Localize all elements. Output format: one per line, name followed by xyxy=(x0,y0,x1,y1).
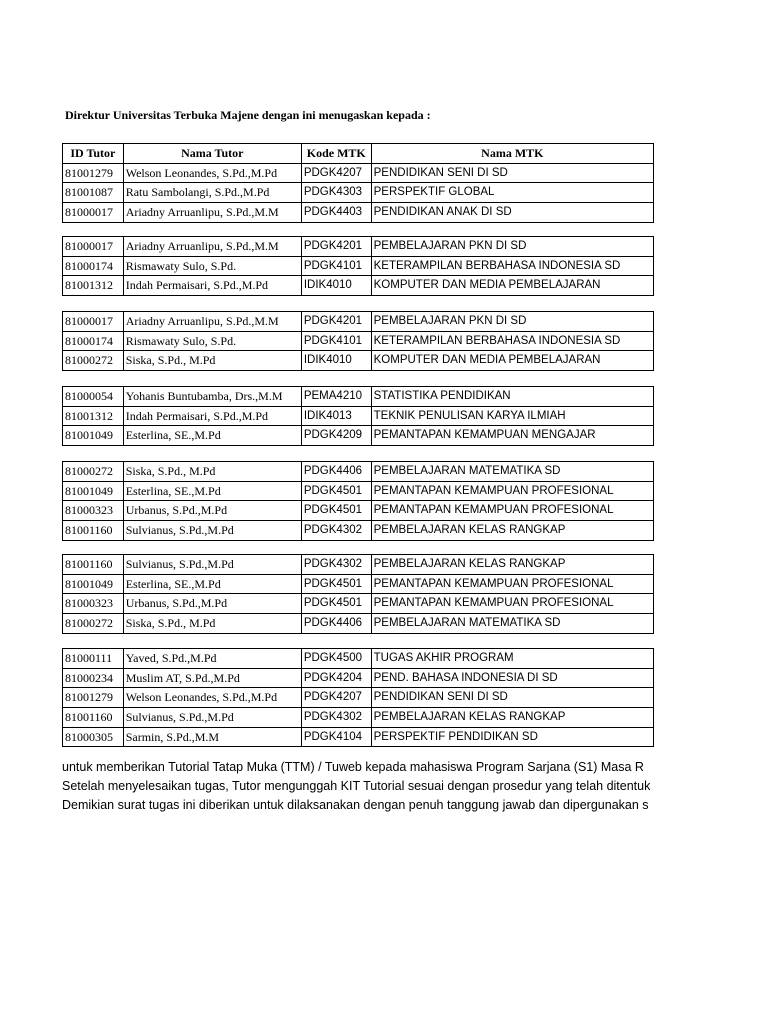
table-row xyxy=(63,183,654,203)
cell-kode-mtk: PDGK4406 xyxy=(301,462,371,482)
cell-id-tutor: 81000272 xyxy=(63,462,124,482)
cell-nama-tutor: Esterlina, SE.,M.Pd xyxy=(123,426,301,446)
cell-nama-mtk: PEMANTAPAN KEMAMPUAN PROFESIONAL xyxy=(371,594,653,614)
cell-nama-tutor: Ariadny Arruanlipu, S.Pd.,M.M xyxy=(123,312,301,332)
table-row xyxy=(63,649,654,669)
table-row xyxy=(63,688,654,708)
table-row xyxy=(63,555,654,575)
column-header-kode-mtk: Kode MTK xyxy=(301,144,371,164)
cell-kode-mtk: PDGK4204 xyxy=(301,668,371,688)
cell-nama-tutor: Sarmin, S.Pd.,M.M xyxy=(123,727,301,747)
cell-kode-mtk: PDGK4302 xyxy=(301,708,371,728)
cell-nama-mtk: KETERAMPILAN BERBAHASA INDONESIA SD xyxy=(371,331,653,351)
table-row xyxy=(63,481,654,501)
cell-nama-tutor: Rismawaty Sulo, S.Pd. xyxy=(123,256,301,276)
cell-kode-mtk: IDIK4010 xyxy=(301,351,371,371)
table-row xyxy=(63,406,654,426)
cell-nama-mtk: PEMANTAPAN KEMAMPUAN PROFESIONAL xyxy=(371,481,653,501)
cell-id-tutor: 81001279 xyxy=(63,163,124,183)
cell-nama-tutor: Urbanus, S.Pd.,M.Pd xyxy=(123,594,301,614)
cell-kode-mtk: PDGK4209 xyxy=(301,426,371,446)
cell-nama-mtk: PEMANTAPAN KEMAMPUAN PROFESIONAL xyxy=(371,574,653,594)
assignment-table-group xyxy=(62,311,654,371)
cell-nama-mtk: PEMANTAPAN KEMAMPUAN MENGAJAR xyxy=(371,426,653,446)
cell-id-tutor: 81001279 xyxy=(63,688,124,708)
table-row xyxy=(63,521,654,541)
cell-kode-mtk: PEMA4210 xyxy=(301,387,371,407)
table-row xyxy=(63,331,654,351)
cell-id-tutor: 81001087 xyxy=(63,183,124,203)
assignment-heading: Direktur Universitas Terbuka Majene dengan ini menugaskan kepada : xyxy=(65,108,431,122)
cell-nama-mtk: PENDIDIKAN SENI DI SD xyxy=(371,688,653,708)
table-row xyxy=(63,708,654,728)
cell-id-tutor: 81001160 xyxy=(63,708,124,728)
cell-id-tutor: 81001160 xyxy=(63,521,124,541)
cell-nama-tutor: Muslim AT, S.Pd.,M.Pd xyxy=(123,668,301,688)
cell-id-tutor: 81000272 xyxy=(63,351,124,371)
cell-kode-mtk: PDGK4302 xyxy=(301,521,371,541)
table-row xyxy=(63,462,654,482)
cell-kode-mtk: IDIK4010 xyxy=(301,276,371,296)
table-row xyxy=(63,727,654,747)
table-row xyxy=(63,256,654,276)
cell-kode-mtk: PDGK4500 xyxy=(301,649,371,669)
cell-kode-mtk: PDGK4303 xyxy=(301,183,371,203)
footer-line: untuk memberikan Tutorial Tatap Muka (TTM) / Tuweb kepada mahasiswa Program Sarjana (S1) Masa R xyxy=(62,760,644,774)
cell-id-tutor: 81000017 xyxy=(63,203,124,223)
cell-id-tutor: 81001312 xyxy=(63,406,124,426)
cell-id-tutor: 81001049 xyxy=(63,481,124,501)
cell-kode-mtk: PDGK4207 xyxy=(301,163,371,183)
column-header-id-tutor: ID Tutor xyxy=(63,144,124,164)
table-row xyxy=(63,426,654,446)
cell-kode-mtk: PDGK4101 xyxy=(301,256,371,276)
cell-nama-mtk: PEMBELAJARAN KELAS RANGKAP xyxy=(371,521,653,541)
table-row xyxy=(63,312,654,332)
footer-line: Setelah menyelesaikan tugas, Tutor mengunggah KIT Tutorial sesuai dengan prosedur yang telah ditentuk xyxy=(62,779,651,793)
cell-nama-mtk: PEMBELAJARAN KELAS RANGKAP xyxy=(371,555,653,575)
cell-nama-mtk: PERSPEKTIF GLOBAL xyxy=(371,183,653,203)
cell-nama-tutor: Siska, S.Pd., M.Pd xyxy=(123,462,301,482)
cell-kode-mtk: PDGK4501 xyxy=(301,574,371,594)
cell-nama-mtk: KOMPUTER DAN MEDIA PEMBELAJARAN xyxy=(371,351,653,371)
cell-nama-tutor: Esterlina, SE.,M.Pd xyxy=(123,574,301,594)
cell-id-tutor: 81000234 xyxy=(63,668,124,688)
assignment-table-group xyxy=(62,554,654,634)
cell-nama-mtk: KETERAMPILAN BERBAHASA INDONESIA SD xyxy=(371,256,653,276)
assignment-table-group xyxy=(62,143,654,223)
cell-id-tutor: 81000323 xyxy=(63,501,124,521)
cell-nama-mtk: TEKNIK PENULISAN KARYA ILMIAH xyxy=(371,406,653,426)
cell-kode-mtk: PDGK4501 xyxy=(301,501,371,521)
cell-nama-mtk: PEMBELAJARAN KELAS RANGKAP xyxy=(371,708,653,728)
cell-id-tutor: 81001049 xyxy=(63,574,124,594)
cell-id-tutor: 81000305 xyxy=(63,727,124,747)
cell-nama-tutor: Ariadny Arruanlipu, S.Pd.,M.M xyxy=(123,203,301,223)
cell-nama-tutor: Indah Permaisari, S.Pd.,M.Pd xyxy=(123,406,301,426)
cell-nama-tutor: Welson Leonandes, S.Pd.,M.Pd xyxy=(123,163,301,183)
cell-id-tutor: 81001160 xyxy=(63,555,124,575)
table-row xyxy=(63,387,654,407)
cell-id-tutor: 81000017 xyxy=(63,312,124,332)
cell-nama-tutor: Siska, S.Pd., M.Pd xyxy=(123,351,301,371)
cell-id-tutor: 81000174 xyxy=(63,256,124,276)
cell-id-tutor: 81000174 xyxy=(63,331,124,351)
table-row xyxy=(63,351,654,371)
cell-id-tutor: 81000017 xyxy=(63,237,124,257)
cell-kode-mtk: PDGK4406 xyxy=(301,614,371,634)
cell-kode-mtk: PDGK4101 xyxy=(301,331,371,351)
cell-nama-mtk: PENDIDIKAN SENI DI SD xyxy=(371,163,653,183)
footer-line: Demikian surat tugas ini diberikan untuk dilaksanakan dengan penuh tanggung jawab dan dipergunakan s xyxy=(62,798,649,812)
cell-nama-mtk: PERSPEKTIF PENDIDIKAN SD xyxy=(371,727,653,747)
assignment-table-group xyxy=(62,648,654,747)
cell-nama-tutor: Indah Permaisari, S.Pd.,M.Pd xyxy=(123,276,301,296)
cell-nama-tutor: Sulvianus, S.Pd.,M.Pd xyxy=(123,521,301,541)
cell-nama-mtk: PEMBELAJARAN PKN DI SD xyxy=(371,237,653,257)
cell-nama-mtk: TUGAS AKHIR PROGRAM xyxy=(371,649,653,669)
column-header-nama-tutor: Nama Tutor xyxy=(123,144,301,164)
table-row xyxy=(63,237,654,257)
table-row xyxy=(63,163,654,183)
cell-nama-tutor: Urbanus, S.Pd.,M.Pd xyxy=(123,501,301,521)
table-row xyxy=(63,668,654,688)
cell-nama-mtk: PEND. BAHASA INDONESIA DI SD xyxy=(371,668,653,688)
cell-nama-tutor: Rismawaty Sulo, S.Pd. xyxy=(123,331,301,351)
cell-nama-mtk: PEMBELAJARAN MATEMATIKA SD xyxy=(371,462,653,482)
cell-nama-mtk: KOMPUTER DAN MEDIA PEMBELAJARAN xyxy=(371,276,653,296)
cell-nama-tutor: Yohanis Buntubamba, Drs.,M.M xyxy=(123,387,301,407)
cell-nama-tutor: Welson Leonandes, S.Pd.,M.Pd xyxy=(123,688,301,708)
cell-kode-mtk: PDGK4201 xyxy=(301,237,371,257)
cell-id-tutor: 81001312 xyxy=(63,276,124,296)
cell-nama-mtk: PEMANTAPAN KEMAMPUAN PROFESIONAL xyxy=(371,501,653,521)
cell-nama-tutor: Ratu Sambolangi, S.Pd.,M.Pd xyxy=(123,183,301,203)
table-row xyxy=(63,203,654,223)
cell-nama-tutor: Siska, S.Pd., M.Pd xyxy=(123,614,301,634)
cell-nama-mtk: STATISTIKA PENDIDIKAN xyxy=(371,387,653,407)
cell-kode-mtk: PDGK4501 xyxy=(301,594,371,614)
assignment-table-group xyxy=(62,386,654,446)
cell-nama-tutor: Yaved, S.Pd.,M.Pd xyxy=(123,649,301,669)
table-row xyxy=(63,276,654,296)
cell-kode-mtk: PDGK4104 xyxy=(301,727,371,747)
cell-id-tutor: 81000323 xyxy=(63,594,124,614)
assignment-table-group xyxy=(62,236,654,296)
table-row xyxy=(63,614,654,634)
cell-kode-mtk: PDGK4201 xyxy=(301,312,371,332)
cell-kode-mtk: PDGK4403 xyxy=(301,203,371,223)
cell-nama-tutor: Sulvianus, S.Pd.,M.Pd xyxy=(123,555,301,575)
table-row xyxy=(63,574,654,594)
table-row xyxy=(63,501,654,521)
cell-nama-tutor: Sulvianus, S.Pd.,M.Pd xyxy=(123,708,301,728)
cell-id-tutor: 81001049 xyxy=(63,426,124,446)
cell-nama-tutor: Ariadny Arruanlipu, S.Pd.,M.M xyxy=(123,237,301,257)
cell-nama-mtk: PENDIDIKAN ANAK DI SD xyxy=(371,203,653,223)
cell-id-tutor: 81000054 xyxy=(63,387,124,407)
cell-id-tutor: 81000111 xyxy=(63,649,124,669)
assignment-table-group xyxy=(62,461,654,541)
cell-kode-mtk: PDGK4302 xyxy=(301,555,371,575)
cell-kode-mtk: IDIK4013 xyxy=(301,406,371,426)
cell-kode-mtk: PDGK4207 xyxy=(301,688,371,708)
cell-nama-mtk: PEMBELAJARAN MATEMATIKA SD xyxy=(371,614,653,634)
table-row xyxy=(63,594,654,614)
cell-kode-mtk: PDGK4501 xyxy=(301,481,371,501)
cell-nama-tutor: Esterlina, SE.,M.Pd xyxy=(123,481,301,501)
cell-nama-mtk: PEMBELAJARAN PKN DI SD xyxy=(371,312,653,332)
cell-id-tutor: 81000272 xyxy=(63,614,124,634)
column-header-nama-mtk: Nama MTK xyxy=(371,144,653,164)
table-header-row xyxy=(63,144,654,164)
